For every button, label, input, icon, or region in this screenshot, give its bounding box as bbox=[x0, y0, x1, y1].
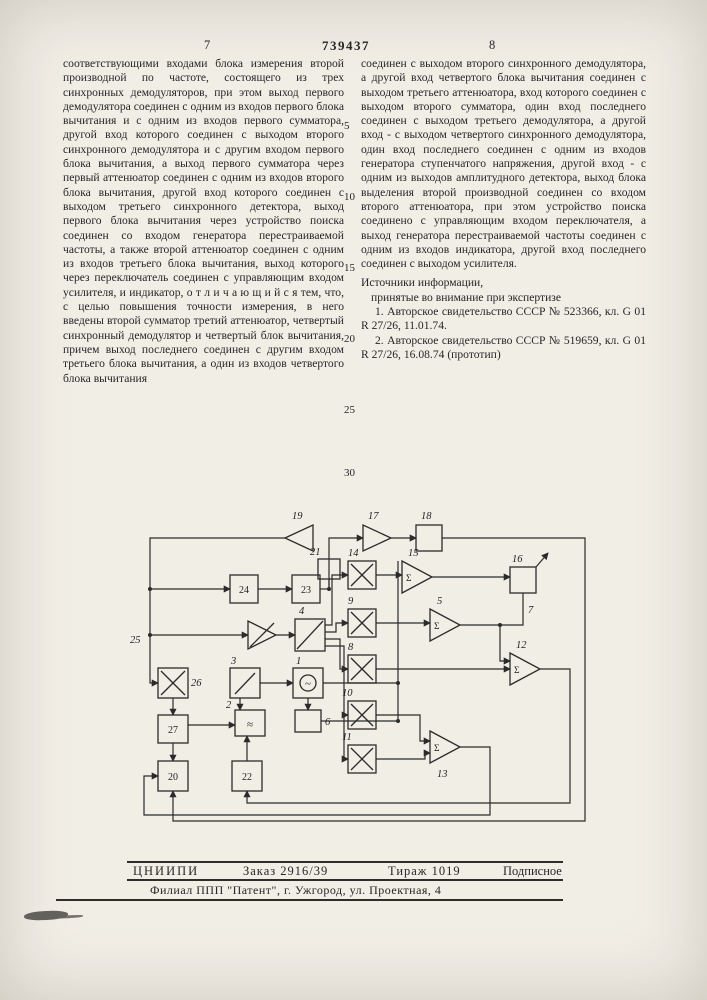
block-20 bbox=[158, 761, 188, 791]
wires bbox=[144, 538, 585, 821]
right-column-text: соединен с выходом второго синхронного демодулятора, а другой вход четвертого блока вычитания соединен с выходом третьего аттенюатора, вход которого соединен с выходом второго сумматора, один вход последнего соединен с выходом третьего демодулятора, а другой вход - с выходом четвертого синхронного демодулятора, один вход последнего соединен с одним из входов генератора ступенчатого напряжения, другой вход - с одним из выходов амплитудного детектора, выход блока выделения второй производной соединен со входом второго аттенюатора, при этом устройство поиска соединено с управляющим входом переключателя, а выход генератора перестраиваемой частоты соединен с одним из входов индикатора, другой вход последнего соединен с выходом усилителя. bbox=[361, 57, 646, 271]
block-4-attenuator bbox=[295, 606, 325, 651]
block-15-summator bbox=[402, 548, 432, 593]
block-13-label: 13 bbox=[437, 769, 448, 780]
block-5-summator bbox=[430, 596, 460, 641]
junction-dots bbox=[148, 587, 502, 723]
patent-number: 739437 bbox=[322, 38, 370, 53]
block-8-demodulator bbox=[348, 642, 376, 683]
approx-symbol: ≈ bbox=[246, 719, 254, 731]
line-number-10: 10 bbox=[344, 191, 355, 203]
block-23-label: 23 bbox=[301, 585, 311, 596]
line-number-30: 30 bbox=[344, 467, 355, 479]
block-5-label: 5 bbox=[437, 596, 443, 607]
footer-divider-top bbox=[127, 861, 563, 863]
block-21 bbox=[310, 547, 340, 579]
footer-print-run: Тираж 1019 bbox=[388, 864, 461, 878]
block-2 bbox=[226, 700, 265, 736]
figure-area bbox=[80, 503, 640, 860]
block-26 bbox=[158, 668, 202, 698]
block-27-label: 27 bbox=[168, 725, 178, 736]
block-17-label: 17 bbox=[368, 511, 379, 522]
block-14-demodulator bbox=[348, 548, 376, 589]
block-24-label: 24 bbox=[239, 585, 249, 596]
column-number-right: 8 bbox=[489, 38, 496, 52]
sine-symbol: ~ bbox=[305, 678, 311, 690]
block-10-label: 10 bbox=[342, 688, 353, 699]
footer-subscription: Подписное bbox=[503, 864, 562, 878]
block-20-label: 20 bbox=[168, 772, 178, 783]
block-23 bbox=[292, 575, 320, 603]
block-11-demodulator bbox=[342, 732, 376, 773]
block-9-demodulator bbox=[348, 596, 376, 637]
block-2-label: 2 bbox=[226, 700, 232, 711]
circuit-diagram bbox=[80, 503, 640, 855]
line-number-25: 25 bbox=[344, 404, 355, 416]
block-14-label: 14 bbox=[348, 548, 359, 559]
scan-smudge bbox=[24, 910, 68, 921]
block-26-label: 26 bbox=[191, 678, 202, 689]
block-17-amplifier bbox=[363, 511, 391, 551]
block-11-label: 11 bbox=[342, 732, 352, 743]
block-22-label: 22 bbox=[242, 772, 252, 783]
block-19-label: 19 bbox=[292, 511, 303, 522]
block-19-amplifier bbox=[285, 511, 313, 551]
sum-symbol: Σ bbox=[434, 622, 440, 632]
block-24 bbox=[230, 575, 258, 603]
block-3-switch bbox=[230, 656, 260, 698]
line-number-5: 5 bbox=[344, 120, 350, 132]
column-number-left: 7 bbox=[204, 38, 211, 52]
search-device-symbol bbox=[248, 621, 276, 649]
sources-subheading: принятые во внимание при экспертизе bbox=[371, 290, 562, 304]
block-9-label: 9 bbox=[348, 596, 354, 607]
block-22 bbox=[232, 761, 262, 791]
footer-branch-address: Филиал ППП "Патент", г. Ужгород, ул. Проектная, 4 bbox=[150, 883, 442, 897]
block-6-label: 6 bbox=[325, 717, 331, 728]
footer-divider-bottom bbox=[56, 899, 563, 901]
block-8-label: 8 bbox=[348, 642, 354, 653]
sum-symbol: Σ bbox=[434, 744, 440, 754]
footer-divider-middle bbox=[127, 879, 563, 881]
block-13-summator bbox=[430, 731, 460, 780]
block-27 bbox=[158, 715, 188, 743]
block-18 bbox=[416, 511, 442, 551]
line-number-15: 15 bbox=[344, 262, 355, 274]
line-number-20: 20 bbox=[344, 333, 355, 345]
block-21-label: 21 bbox=[310, 547, 321, 558]
block-12-label: 12 bbox=[516, 640, 527, 651]
sources-heading: Источники информации, bbox=[361, 276, 484, 290]
block-18-label: 18 bbox=[421, 511, 432, 522]
right-column bbox=[361, 57, 646, 362]
block-3-label: 3 bbox=[231, 656, 237, 667]
wire-25-label: 25 bbox=[130, 635, 141, 646]
block-1-generator bbox=[293, 656, 323, 698]
block-10-demodulator bbox=[342, 688, 376, 729]
sum-symbol: Σ bbox=[514, 666, 520, 676]
block-16 bbox=[510, 554, 536, 593]
block-6 bbox=[295, 710, 331, 732]
block-15-label: 15 bbox=[408, 548, 419, 559]
footer-org: ЦНИИПИ bbox=[133, 864, 200, 878]
source-reference-1: 1. Авторское свидетельство СССР № 523366, кл. G 01 R 27/26, 11.01.74. bbox=[361, 305, 646, 333]
source-reference-2: 2. Авторское свидетельство СССР № 519659, кл. G 01 R 27/26, 16.08.74 (прототип) bbox=[361, 333, 646, 361]
block-1-label: 1 bbox=[296, 656, 302, 667]
block-12-summator bbox=[510, 640, 540, 685]
sum-symbol: Σ bbox=[406, 574, 412, 584]
block-16-label: 16 bbox=[512, 554, 523, 565]
block-4-label: 4 bbox=[299, 606, 305, 617]
wire-7-label: 7 bbox=[528, 605, 534, 616]
left-column-text: соответствующими входами блока измерения второй производной по частоте, состоящего из трех синхронных демодуляторов, при этом выход первого демодулятора соединен с одним из входов первого блока вычитания и с одним из входов первого сумматора, другой вход которого соединен с выходом второго синхронного демодулятора и с другим входом первого блока вычитания, а выход первого сумматора через первый аттенюатор соединен с одним из входов второго блока вычитания, другой вход которого соединен с выходом третьего синхронного детектора, выход первого блока вычитания через устройство поиска соединен со входом генератора перестраиваемой частоты, а также второй аттенюатор соединен с одним из входов третьего блока вычитания, выход которого через переключатель соединен с управляющим входом усилителя, и индикатор, о т л и ч а ю щ и й с я тем, что, с целью повышения точности измерения, в него введены второй сумматор третий аттенюатор, четвертый синхронный демодулятор и четвертый блок вычитания, причем выход последнего соединен с другим входом третьего блока вычитания, а один из входов четвертого блока вычитания bbox=[63, 57, 344, 385]
footer-order-number: Заказ 2916/39 bbox=[243, 864, 329, 878]
